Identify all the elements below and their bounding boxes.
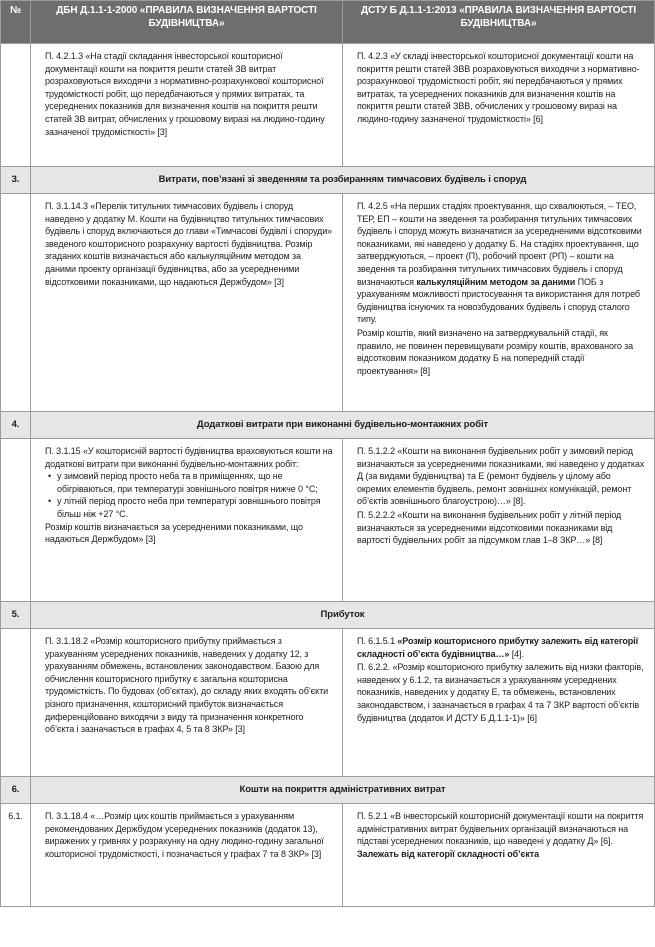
section-number: 3. [1, 167, 31, 194]
emphasis-text: Залежать від категорії складності об’єкта [357, 848, 540, 859]
section-row [1, 602, 655, 629]
header-dstu: ДСТУ Б Д.1.1-1:2013 «ПРАВИЛА ВИЗНАЧЕННЯ ВАРТОСТІ БУДІВНИЦТВА» [343, 1, 655, 44]
row-number [1, 44, 31, 167]
dbn-text: П. 3.1.18.2 «Розмір кошторисного прибутку приймається з урахуванням усереднених показників, наведених у додатку 12, з урахуванням обмежень, встановлених законодавством. Базою для обчислення кошторисного прибутку є загальна кошторисна трудомісткість. По будовах (об’єктах), до складу яких входять об’єкти різного призначення, кошторисний прибуток визначається диференційовано виходячи з виду та призначення конкретного об’єкта і зазначається в графах 4, 5 та 8 ЗКР» [3] [45, 636, 329, 735]
dbn-text: П. 3.1.14.3 «Перелік титульних тимчасових будівель і споруд наведено у додатку М. Кошти на будівництво титульних тимчасових будівель і споруд включаються до глави «Тимчасові будівлі і споруди» зведеного кошторисного розрахунку вартості будівництва. Розмір згаданих коштів визначається або калькуляційним методом за даними проекту організації будівництва, або за усередненими відсотковими показниками, що надаються Держбудом» [3] [45, 201, 333, 287]
dbn-text: П. 3.1.18.4 «…Розмір цих коштів приймається з урахуванням рекомендованих Держбудом усереднених показників (додаток 13), виражених у гривнях у розрахунку на одну людино-годину загальної кошторисної трудомісткості, і позначається у графах 7 та 8 ЗКР» [3] [45, 811, 324, 859]
dbn-cell [31, 439, 343, 602]
section-row [1, 777, 655, 804]
section-number: 6. [1, 777, 31, 804]
dstu-text: П. 5.2.2.2 «Кошти на виконання будівельних робіт у літній період визначаються за усередненими відсотковими показниками від вартості будівельних робіт за підсумком глав 1–8 ЗКР…» [8] [357, 509, 622, 546]
dstu-text: П. 4.2.5 «На перших стадіях проектування, що схвалюються, – ТЕО, ТЕР, ЕП – кошти на зведення та розбирання титульних тимчасових будівель і споруд можуть визначатися за усередненими відсотковими показниками, які наведено у додатку Б. На стадіях проектування, що затверджуються, – проект (П), робочий проект (РП) – кошти на зведення та розбирання титульних тимчасових будівель і споруд визначаються калькуляційним методом за даними ПОБ з урахуванням можливості пристосування та використання для потреб будівництва існуючих та новозбудованих будівель і споруд сталого типу. [357, 201, 642, 325]
dstu-cell [343, 44, 655, 167]
table-row [1, 804, 655, 907]
emphasis-text: калькуляційним методом за даними [416, 276, 576, 287]
table-row [1, 44, 655, 167]
row-number [1, 629, 31, 777]
row-number: 6.1. [1, 804, 31, 907]
dbn-text: П. 4.2.1.3 «На стадії складання інвесторської кошторисної документації кошти на покриття решти статей ЗВ витрат розраховуються виходячи з нормативно-розрахункової кошторисної трудомісткості робіт, що передбачаються у прямих витратах, та усереднених показників для визначення коштів на покриття решти статей ЗВ витрат, обчислених у грошовому виразі на людино-годину зазначеної трудомісткості» [3] [45, 51, 325, 137]
table-row [1, 439, 655, 602]
section-row [1, 167, 655, 194]
dbn-cell [31, 629, 343, 777]
section-row [1, 412, 655, 439]
dbn-cell [31, 194, 343, 412]
dstu-cell [343, 439, 655, 602]
dbn-cell [31, 804, 343, 907]
row-number [1, 194, 31, 412]
dstu-cell [343, 804, 655, 907]
dstu-cell [343, 629, 655, 777]
dbn-text: Розмір коштів визначається за усередненими показниками, що надаються Держбудом» [3] [45, 521, 303, 545]
dstu-text: П. 4.2.3 «У складі інвесторської кошторисної документації кошти на покриття решти статей ЗВВ розраховуються виходячи з нормативно-розрахункової трудомісткості робіт, які передбачаються у прямих витратах, та усереднених показників для визначення коштів на покриття решти статей ЗВВ, обчислених у грошовому виразі на людино-годину зазначеної трудомісткості» [6] [357, 51, 640, 124]
section-title: Додаткові витрати при виконанні будівельно-монтажних робіт [31, 412, 655, 439]
emphasis-text: «Розмір кошторисного прибутку залежить від категорії складності об’єкта будівництва…» [357, 636, 639, 659]
dstu-text: П. 5.2.1 «В інвесторській кошторисній документації кошти на покриття адміністративних витрат будівельних організацій визначаються на підставі усереднених показників, що наведені у додатку Д» [6]. Залежать від категорії складності об’єкта [357, 811, 644, 859]
list-item: • у зимовий період просто неба та в приміщеннях, що не обігріваються, при температурі зовнішнього повітря нижче 0 °С; [57, 470, 334, 495]
dstu-text: П. 5.1.2.2 «Кошти на виконання будівельних робіт у зимовий період визначаються за усередненими показниками, які наведено у додатках Д (за видами будівництва) та Е (ремонт будівель у цілому або окремих елементів будівель, ремонт зовнішніх комунікацій, ремонт об’єктів зовнішнього благоустрою)…» [8]. [357, 446, 645, 507]
dstu-text: Розмір коштів, який визначено на затверджувальній стадії, як правило, не повинен перевищувати розміру коштів, врахованого за відсотковим показником додатку Б на попередній стадії проектування» [8] [357, 327, 634, 376]
bullet-list [45, 470, 334, 520]
section-number: 5. [1, 602, 31, 629]
section-title: Прибуток [31, 602, 655, 629]
dbn-text: П. 3.1.15 «У кошторисній вартості будівництва враховуються кошти на додаткові витрати при виконанні будівельно-монтажних робіт: [45, 446, 333, 469]
dstu-cell [343, 194, 655, 412]
table-header [1, 1, 655, 44]
dstu-text: П. 6.1.5.1 «Розмір кошторисного прибутку залежить від категорії складності об’єкта будівництва…» [4]. [357, 636, 639, 659]
section-title: Кошти на покриття адміністративних витрат [31, 777, 655, 804]
row-number [1, 439, 31, 602]
dstu-text: П. 6.2.2. «Розмір кошторисного прибутку залежить від низки факторів, наведених у 6.1.2, та визначається з урахуванням усереднених показників, наведених у додатку Е, та обмежень, встановлених законодавством, і зазначається в графах 4 та 7 ЗКР вартості об’єктів будівництва (додаток И ДСТУ Б Д.1.1-1)» [6] [357, 662, 644, 723]
section-number: 4. [1, 412, 31, 439]
section-title: Витрати, пов’язані зі зведенням та розбиранням тимчасових будівель і споруд [31, 167, 655, 194]
list-item: • у літній період просто неба при температурі зовнішнього повітря більш ніж +27 °С. [57, 495, 334, 520]
header-number: № [1, 1, 31, 44]
table-row [1, 629, 655, 777]
table-row [1, 194, 655, 412]
header-dbn: ДБН Д.1.1-1-2000 «ПРАВИЛА ВИЗНАЧЕННЯ ВАРТОСТІ БУДІВНИЦТВА» [31, 1, 343, 44]
dbn-cell [31, 44, 343, 167]
